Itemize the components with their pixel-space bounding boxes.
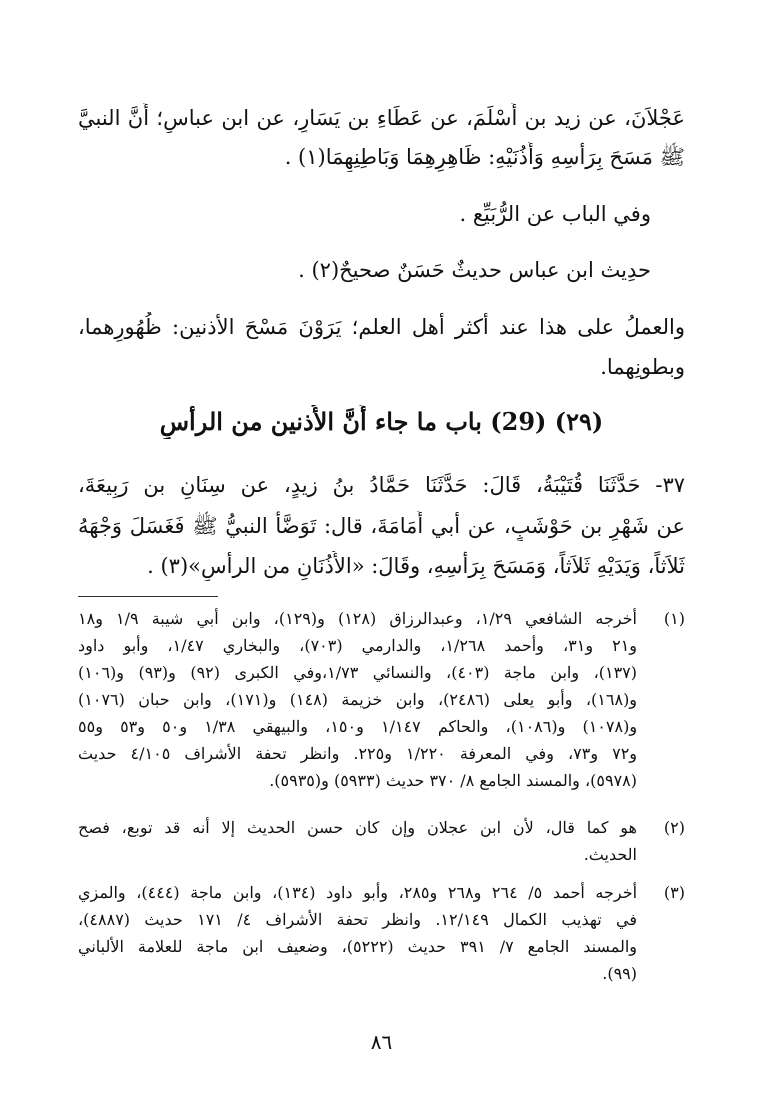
hadith-line1: ٣٧- حَدَّثَنَا قُتَيْبَةُ، قَالَ: حَدَّثَنَا حَمَّادُ بنُ زيدٍ، عن سِنَانِ بن رَبِيعَةَ، <box>78 473 685 497</box>
page-number: ٨٦ <box>370 1030 393 1054</box>
hadith-line2: عن شَهْرِ بن حَوْشَبٍ، عن أبي أُمَامَةَ، قال: تَوَضَّأَ النبيُّ ﷺ فَغَسَلَ وَجْهَهُ <box>78 514 685 538</box>
para1-line2: ﷺ مَسَحَ بِرَأْسِهِ وَأُذُنَيْهِ: ظَاهِرِهِمَا وَبَاطِنِهِمَا(١) . <box>284 145 685 169</box>
footnote-3-number: (٣) <box>663 883 685 902</box>
footnote-3-line: (٩٩). <box>602 964 637 983</box>
para4-line1: والعملُ على هذا عند أكثر أهل العلم؛ يَرَوْنَ مَسْحَ الأذنين: ظُهُورِهما، <box>78 315 685 339</box>
footnote-3-line: والمسند الجامع ٧/ ٣٩١ حديث (٥٢٢٢)، وضعيف ابن ماجة للعلامة الألباني <box>78 937 638 956</box>
footnote-3-line: في تهذيب الكمال ١٢/١٤٩. وانظر تحفة الأشراف ٤/ ١٧١ حديث (٤٨٨٧)، <box>78 910 638 929</box>
footnote-2-number: (٢) <box>663 818 685 837</box>
footnote-1-line: (١٣٧)، وابن ماجة (٤٠٣)، والنسائي ١/٧٣،وفي الكبرى (٩٢) و(٩٣) و(١٠٦) <box>78 663 637 682</box>
footnote-separator <box>78 596 218 597</box>
chapter-heading: (٢٩) (29) باب ما جاء أَنَّ الأُذنين من الرأسِ <box>159 407 604 436</box>
footnote-3-line: أخرجه أحمد ٥/ ٢٦٤ و٢٦٨ و٢٨٥، وأبو داود (١٣٤)، وابن ماجة (٤٤٤)، والمزي <box>78 883 638 902</box>
para2: وفي الباب عن الرُّبَيِّع . <box>459 202 651 226</box>
footnote-1-number: (١) <box>663 609 685 628</box>
footnote-1-line: و(١٦٨)، وأبو يعلى (٢٤٨٦)، وابن خزيمة (١٤٨) و(١٧١)، وابن حبان (١٠٧٦) <box>78 690 638 709</box>
footnote-1-line: أخرجه الشافعي ١/٢٩، وعبدالرزاق (١٢٨) و(١٢٩)، وابن أبي شيبة ١/٩ و١٨ <box>78 609 637 628</box>
footnote-2-line: هو كما قال، لأن ابن عجلان وإن كان حسن الحديث إلا أنه قد توبع، فصح <box>78 818 637 837</box>
footnote-1-line: و٢١ و٣١، وأحمد ١/٢٦٨، والدارمي (٧٠٣)، والبخاري ١/٤٧، وأبو داود <box>78 636 638 655</box>
hadith-line3: ثَلاَثاً، وَيَدَيْهِ ثَلاَثاً، وَمَسَحَ بِرَأْسِهِ، وقَالَ: «الأُذُنَانِ من الرأسِ»(٣) . <box>147 554 685 578</box>
para1-line1: عَجْلاَنَ، عن زيد بن أَسْلَمَ، عن عَطَاءِ بن يَسَارٍ، عن ابن عباسٍ؛ أَنَّ النبيَّ <box>78 106 685 130</box>
footnote-1-line: (٥٩٧٨)، والمسند الجامع ٨/ ٣٧٠ حديث (٥٩٣٣) و(٥٩٣٥). <box>269 771 637 790</box>
para3: حدِيث ابن عباس حديثٌ حَسَنٌ صحيحٌ(٢) . <box>298 258 651 282</box>
para4-line2: وبطونِهما. <box>600 355 685 379</box>
footnote-2-line: الحديث. <box>583 845 637 864</box>
footnote-1-line: و٧٢ و٧٣، وفي المعرفة ١/٢٢٠ و٢٢٥. وانظر تحفة الأشراف ٤/١٠٥ حديث <box>78 744 638 763</box>
footnote-1-line: و(١٠٧٨) و(١٠٨٦)، والحاكم ١/١٤٧ و١٥٠، والبيهقي ١/٣٨ و٥٠ و٥٣ و٥٥ <box>78 717 638 736</box>
